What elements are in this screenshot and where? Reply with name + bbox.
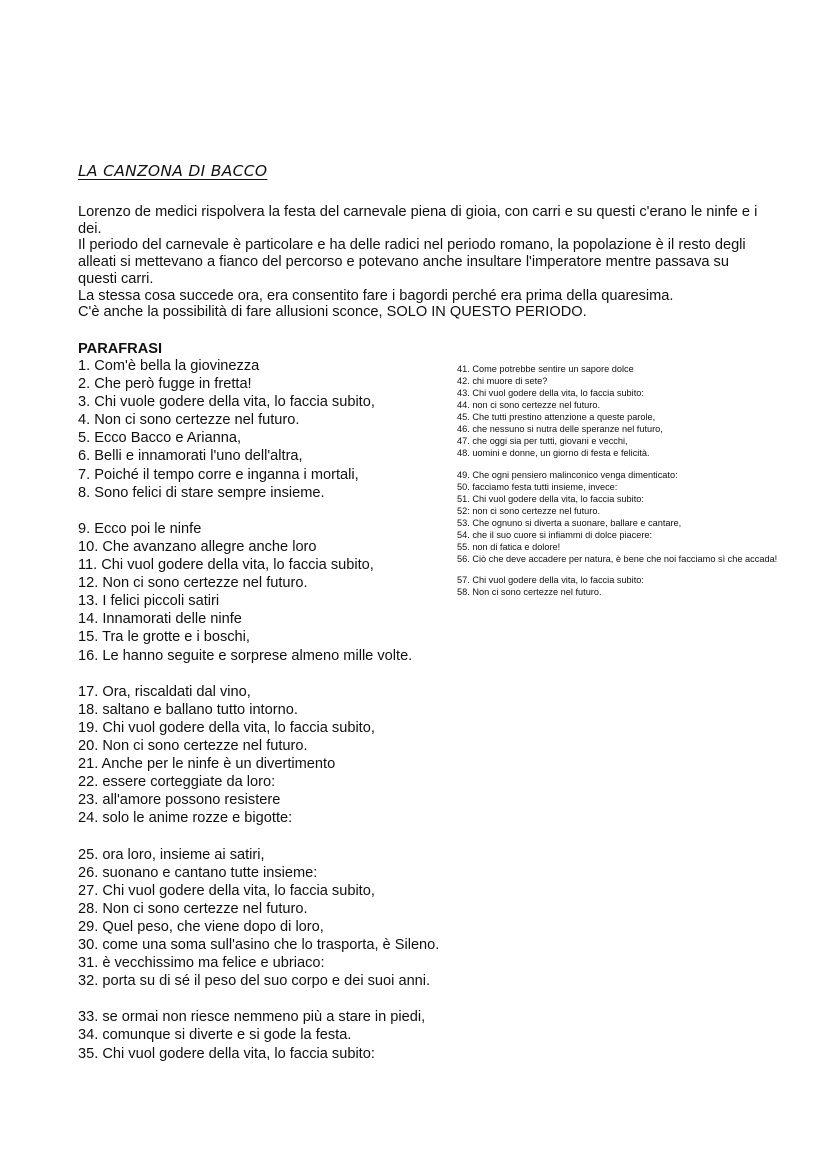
intro-paragraph: Lorenzo de medici rispolvera la festa del carnevale piena di gioia, con carri e su questi c'erano le ninfe e i dei. [78,204,758,237]
verse-line: 20. Non ci sono certezze nel futuro. [78,737,308,754]
verse-line: 26. suonano e cantano tutte insieme: [78,864,318,881]
verse-line: 47. che oggi sia per tutti, giovani e vecchi, [457,436,628,446]
verse-line: 16. Le hanno seguite e sorprese almeno mille volte. [78,647,413,664]
verse-line: 4. Non ci sono certezze nel futuro. [78,412,300,429]
verse-line: 50. facciamo festa tutti insieme, invece: [457,481,618,492]
verse-line: 56. Ciò che deve accadere per natura, è bene che noi facciamo sì che accada! [457,553,778,564]
verse-line: 5. Ecco Bacco e Arianna, [78,430,242,447]
verse-line: 7. Poiché il tempo corre e inganna i mortali, [78,466,359,483]
verse-line: 23. all'amore possono resistere [78,792,281,809]
parafrasi-heading: PARAFRASI [78,341,163,357]
verse-line: 33. se ormai non riesce nemmeno più a stare in piedi, [78,1009,426,1026]
verse-line: 42. chi muore di sete? [457,376,548,386]
verse-line: 25. ora loro, insieme ai satiri, [78,846,265,863]
verse-line: 1. Com'è bella la giovinezza [78,358,260,374]
verse-line: 11. Chi vuol godere della vita, lo faccia subito, [78,557,374,574]
paraphrase-left-column [78,357,458,1081]
stanza [457,574,825,598]
verse-line: 15. Tra le grotte e i boschi, [78,629,250,646]
verse-line: 14. Innamorati delle ninfe [78,611,242,628]
stanza [78,1008,458,1062]
verse-line: 9. Ecco poi le ninfe [78,520,202,537]
verse-line: 12. Non ci sono certezze nel futuro. [78,575,308,592]
verse-line: 21. Anche per le ninfe è un divertimento [78,756,336,773]
document-title: LA CANZONA DI BACCO [78,162,268,180]
stanza [78,846,458,991]
verse-line: 18. saltano e ballano tutto intorno. [78,701,298,718]
verse-line: 34. comunque si diverte e si gode la festa. [78,1027,352,1044]
verse-line: 27. Chi vuol godere della vita, lo faccia subito, [78,882,375,899]
intro-paragraph: C'è anche la possibilità di fare allusioni sconce, SOLO IN QUESTO PERIODO. [78,304,587,321]
verse-line: 22. essere corteggiate da loro: [78,774,276,791]
stanza [78,520,458,665]
verse-line: 51. Chi vuol godere della vita, lo faccia subito: [457,493,644,504]
stanza [457,469,825,565]
verse-line: 53. Che ognuno si diverta a suonare, ballare e cantare, [457,517,682,528]
paraphrase-right-column [457,363,825,608]
verse-line: 44. non ci sono certezze nel futuro. [457,400,601,410]
verse-line: 57. Chi vuol godere della vita, lo faccia subito: [457,575,644,585]
intro-paragraph: Il periodo del carnevale è particolare e ha delle radici nel periodo romano, la popolazione è il resto degli alleati si mettevano a fianco del percorso e potevano anche insultare l'imperatore mentre passava su questi carri. [78,237,746,287]
intro-paragraph: La stessa cosa succede ora, era consentito fare i bagordi perché era prima della quaresima. [78,287,674,304]
verse-line: 35. Chi vuol godere della vita, lo faccia subito: [78,1045,375,1062]
verse-line: 45. Che tutti prestino attenzione a queste parole, [457,412,656,422]
verse-line: 8. Sono felici di stare sempre insieme. [78,484,325,501]
verse-line: 46. che nessuno si nutra delle speranze nel futuro, [457,424,663,434]
verse-line: 32. porta su di sé il peso del suo corpo e dei suoi anni. [78,973,431,990]
verse-line: 58. Non ci sono certezze nel futuro. [457,587,602,597]
stanza [78,683,458,828]
verse-line: 55. non di fatica e dolore! [457,541,561,552]
intro-section [78,204,768,321]
verse-line: 19. Chi vuol godere della vita, lo faccia subito, [78,719,375,736]
verse-line: 28. Non ci sono certezze nel futuro. [78,900,308,917]
stanza [78,357,458,502]
verse-line: 54. che il suo cuore si infiammi di dolce piacere: [457,529,653,540]
verse-line: 13. I felici piccoli satiri [78,593,220,610]
verse-line: 10. Che avanzano allegre anche loro [78,538,317,555]
verse-line: 2. Che però fugge in fretta! [78,376,252,393]
verse-line: 48. uomini e donne, un giorno di festa e felicità. [457,448,650,458]
verse-line: 31. è vecchissimo ma felice e ubriaco: [78,955,325,972]
verse-line: 43. Chi vuol godere della vita, lo faccia subito: [457,388,644,398]
verse-line: 3. Chi vuole godere della vita, lo faccia subito, [78,394,375,411]
verse-line: 24. solo le anime rozze e bigotte: [78,810,293,827]
verse-line: 52: non ci sono certezze nel futuro. [457,505,601,516]
verse-line: 41. Come potrebbe sentire un sapore dolce [457,364,634,374]
verse-line: 49. Che ogni pensiero malinconico venga dimenticato: [457,469,678,480]
verse-line: 17. Ora, riscaldati dal vino, [78,683,251,700]
verse-line: 29. Quel peso, che viene dopo di loro, [78,918,324,935]
verse-line: 30. come una soma sull'asino che lo trasporta, è Sileno. [78,937,440,953]
stanza [457,363,825,459]
verse-line: 6. Belli e innamorati l'uno dell'altra, [78,448,303,465]
